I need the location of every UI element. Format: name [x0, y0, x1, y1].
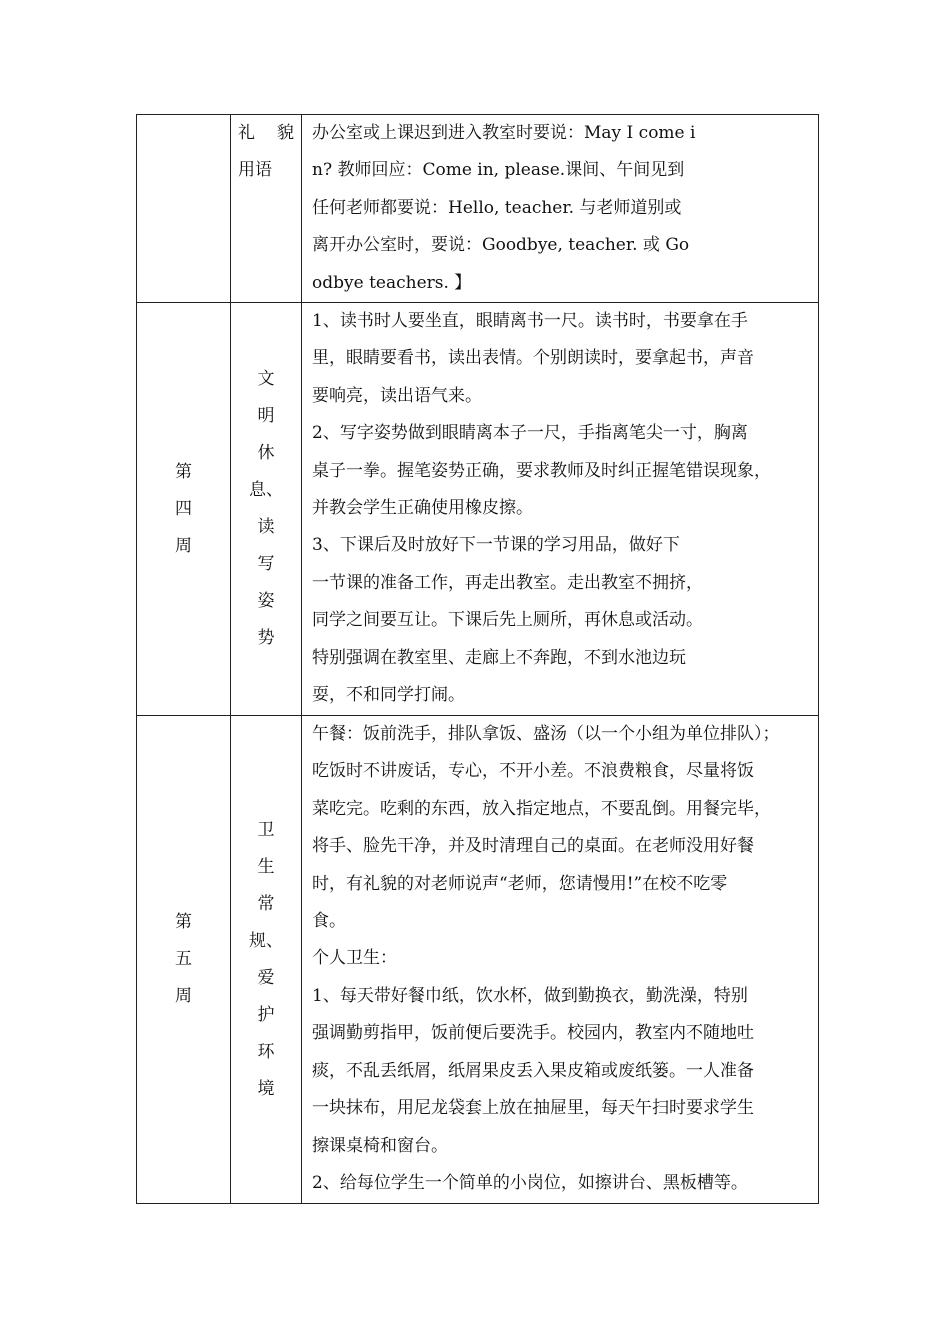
content-line: 特别强调在教室里、走廊上不奔跑，不到水池边玩 — [312, 647, 686, 668]
topic-char: 文 — [257, 369, 275, 390]
content-line: 痰，不乱丢纸屑，纸屑果皮丢入果皮箱或废纸篓。一人准备 — [312, 1060, 754, 1081]
content-line: 2、给每位学生一个简单的小岗位，如擦讲台、黑板槽等。 — [312, 1172, 748, 1193]
content-line: 食。 — [312, 911, 346, 932]
topic-char: 环 — [257, 1041, 275, 1062]
content-line: 擦课桌椅和窗台。 — [312, 1135, 448, 1156]
table-row — [137, 303, 819, 716]
table-row — [137, 115, 819, 303]
topic-char: 爱 — [257, 967, 275, 988]
topic-char: 礼 — [238, 123, 255, 143]
content-line: 离开办公室时，要说：Goodbye, teacher. 或 Go — [312, 235, 690, 256]
class-plan-table — [136, 114, 819, 1204]
content-cell — [302, 716, 819, 1204]
week-char: 周 — [175, 986, 192, 1007]
topic-cell — [231, 303, 302, 716]
topic-char: 休 — [257, 443, 275, 464]
content-line: 一节课的准备工作，再走出教室。走出教室不拥挤， — [312, 572, 703, 593]
content-line: 任何老师都要说：Hello, teacher. 与老师道别或 — [312, 197, 682, 218]
week-char: 四 — [175, 498, 192, 519]
content-line: 强调勤剪指甲，饭前便后要洗手。校园内，教室内不随地吐 — [312, 1023, 754, 1044]
topic-char: 境 — [257, 1078, 275, 1099]
content-line: 并教会学生正确使用橡皮擦。 — [312, 498, 533, 519]
content-cell — [302, 115, 819, 303]
topic-char: 姿 — [257, 591, 275, 612]
content-line: 桌子一拳。握笔姿势正确，要求教师及时纠正握笔错误现象， — [312, 460, 771, 481]
topic-char: 规、 — [249, 930, 283, 951]
topic-char: 写 — [257, 554, 275, 575]
content-line: 办公室或上课迟到进入教室时要说：May I come i — [312, 123, 696, 143]
content-line: 午餐：饭前洗手，排队拿饭、盛汤（以一个小组为单位排队）； — [312, 724, 780, 745]
content-line: 要响亮，读出语气来。 — [312, 385, 482, 406]
content-line: odbye teachers. 】 — [312, 272, 472, 293]
content-line: 吃饭时不讲废话，专心，不开小差。不浪费粮食，尽量将饭 — [312, 761, 754, 782]
topic-char: 貌 — [277, 123, 294, 143]
content-line: 菜吃完。吃剩的东西，放入指定地点，不要乱倒。用餐完毕， — [312, 798, 771, 819]
content-line: 1、读书时人要坐直，眼睛离书一尺。读书时，书要拿在手 — [312, 311, 748, 332]
topic-char: 常 — [257, 893, 275, 914]
content-cell — [302, 303, 819, 716]
content-line: 将手、脸先干净，并及时清理自己的桌面。在老师没用好餐 — [312, 836, 754, 857]
table-row — [137, 716, 819, 1204]
week-cell — [137, 716, 231, 1204]
content-line: 一块抹布，用尼龙袋套上放在抽屉里，每天午扫时要求学生 — [312, 1098, 754, 1119]
topic-char: 卫 — [257, 819, 275, 840]
topic-char: 明 — [257, 406, 275, 427]
content-line: 耍，不和同学打闹。 — [312, 685, 465, 706]
topic-char: 息、 — [249, 480, 283, 501]
topic-char: 护 — [257, 1004, 275, 1025]
topic-char: 读 — [257, 517, 275, 538]
week-cell — [137, 115, 231, 303]
content-line: 1、每天带好餐巾纸，饮水杯，做到勤换衣，勤洗澡，特别 — [312, 985, 748, 1006]
content-line: 同学之间要互让。下课后先上厕所，再休息或活动。 — [312, 610, 703, 631]
content-line: 2、写字姿势做到眼睛离本子一尺，手指离笔尖一寸，胸离 — [312, 423, 748, 444]
content-line: 3、下课后及时放好下一节课的学习用品，做好下 — [312, 535, 680, 556]
topic-char: 势 — [257, 628, 275, 649]
topic-cell — [231, 716, 302, 1204]
content-line: 里，眼睛要看书，读出表情。个别朗读时，要拿起书，声音 — [312, 348, 754, 369]
content-line: 时，有礼貌的对老师说声“老师，您请慢用!”在校不吃零 — [312, 873, 728, 894]
content-line: 个人卫生： — [312, 948, 397, 969]
week-char: 第 — [175, 912, 192, 933]
week-char: 五 — [175, 949, 192, 970]
week-char: 第 — [175, 461, 192, 482]
content-line: n? 教师回应：Come in, please.课间、午间见到 — [312, 160, 685, 181]
topic-text: 用语 — [238, 160, 272, 180]
week-char: 周 — [175, 535, 192, 556]
week-cell — [137, 303, 231, 716]
topic-cell — [231, 115, 302, 303]
topic-char: 生 — [257, 856, 275, 877]
